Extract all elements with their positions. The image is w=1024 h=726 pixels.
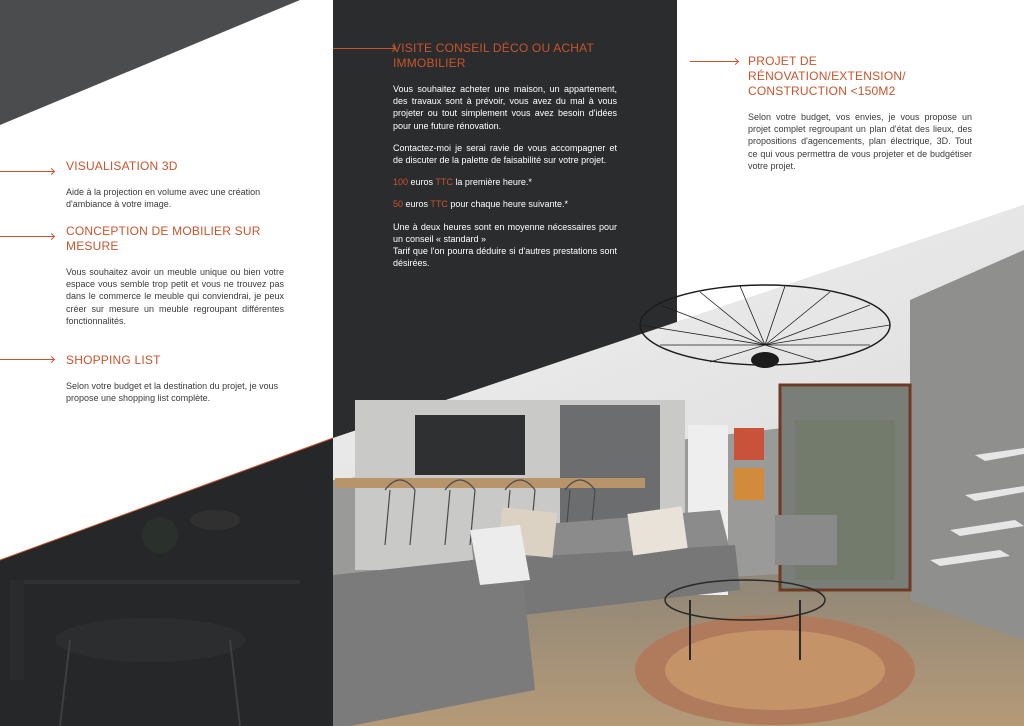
- visualisation-title: VISUALISATION 3D: [66, 159, 178, 173]
- accent-line-shopping: [0, 359, 54, 360]
- render-artwork-1: [734, 428, 764, 460]
- visite-price-2: [393, 198, 617, 210]
- visite-title: VISITE CONSEIL DÉCO OU ACHAT IMMOBILIER: [393, 41, 594, 70]
- render-concrete-wall: [910, 250, 1024, 640]
- render-cushion: [627, 506, 687, 555]
- price-1-ttc: TTC: [435, 177, 453, 188]
- render-dark-wall: [560, 405, 660, 525]
- section-visualisation: [66, 159, 286, 210]
- price-1-amount: 100: [393, 177, 409, 188]
- accent-line-mobilier: [0, 236, 54, 237]
- section-visite: [393, 41, 617, 269]
- accent-line-visualisation: [0, 171, 54, 172]
- price-1-rest: la première heure.*: [452, 177, 532, 188]
- price-2-mid: euros: [403, 199, 431, 210]
- price-2-rest: pour chaque heure suivante.*: [447, 199, 568, 210]
- visite-paragraph-3: Une à deux heures sont en moyenne nécessaires pour un conseil « standard »: [393, 221, 617, 244]
- visite-price-1: [393, 176, 617, 188]
- visite-paragraph-2: Contactez-moi je serai ravie de vous accompagner et de discuter de la palette de faisabilité sur votre projet.: [393, 142, 617, 166]
- render-artwork-2: [734, 468, 764, 500]
- render-side-chair: [775, 515, 837, 565]
- renovation-title: PROJET DE RÉNOVATION/EXTENSION/ CONSTRUCTION <150M2: [748, 54, 906, 98]
- visualisation-text: Aide à la projection en volume avec une création d'ambiance à votre image.: [66, 187, 261, 210]
- price-2-ttc: TTC: [430, 199, 448, 210]
- price-1-mid: euros: [408, 177, 436, 188]
- price-2-amount: 50: [393, 199, 404, 210]
- section-renovation: [748, 54, 972, 172]
- section-mobilier: [66, 224, 284, 327]
- shopping-text: Selon votre budget et la destination du projet, je vous propose une shopping list complète.: [66, 381, 279, 404]
- render-kitchen-cabinet: [415, 415, 525, 475]
- visite-paragraph-4: Tarif que l'on pourra déduire si d'autres prestations sont désirées.: [393, 246, 617, 269]
- visite-body: [393, 83, 617, 269]
- renovation-text: Selon votre budget, vos envies, je vous propose un projet complet regroupant un plan d'état des lieux, des propositions d'agencements, plan électrique, 3D. Tout ce qui vous permettra de vous projeter et de budgétiser votre projet.: [748, 112, 972, 171]
- visite-paragraph-1: Vous souhaitez acheter une maison, un appartement, des travaux sont à prévoir, vous avez du mal à vous projeter ou tout simplement vous avez besoin d'idées pour une future rénovation.: [393, 84, 617, 131]
- corner-shape-top-left: [0, 0, 300, 125]
- accent-line-visite: [333, 48, 395, 49]
- render-counter-top: [335, 478, 645, 488]
- mobilier-text: Vous souhaitez avoir un meuble unique ou bien votre espace vous semble trop petit et vous ne trouvez pas dans le commerce le meuble qui conviendrai, je peux créer sur mesure un meuble regroupant différentes fonctionnalités.: [66, 267, 284, 326]
- shopping-title: SHOPPING LIST: [66, 353, 161, 367]
- section-shopping: [66, 353, 286, 404]
- mobilier-title: CONCEPTION DE MOBILIER SUR MESURE: [66, 224, 261, 253]
